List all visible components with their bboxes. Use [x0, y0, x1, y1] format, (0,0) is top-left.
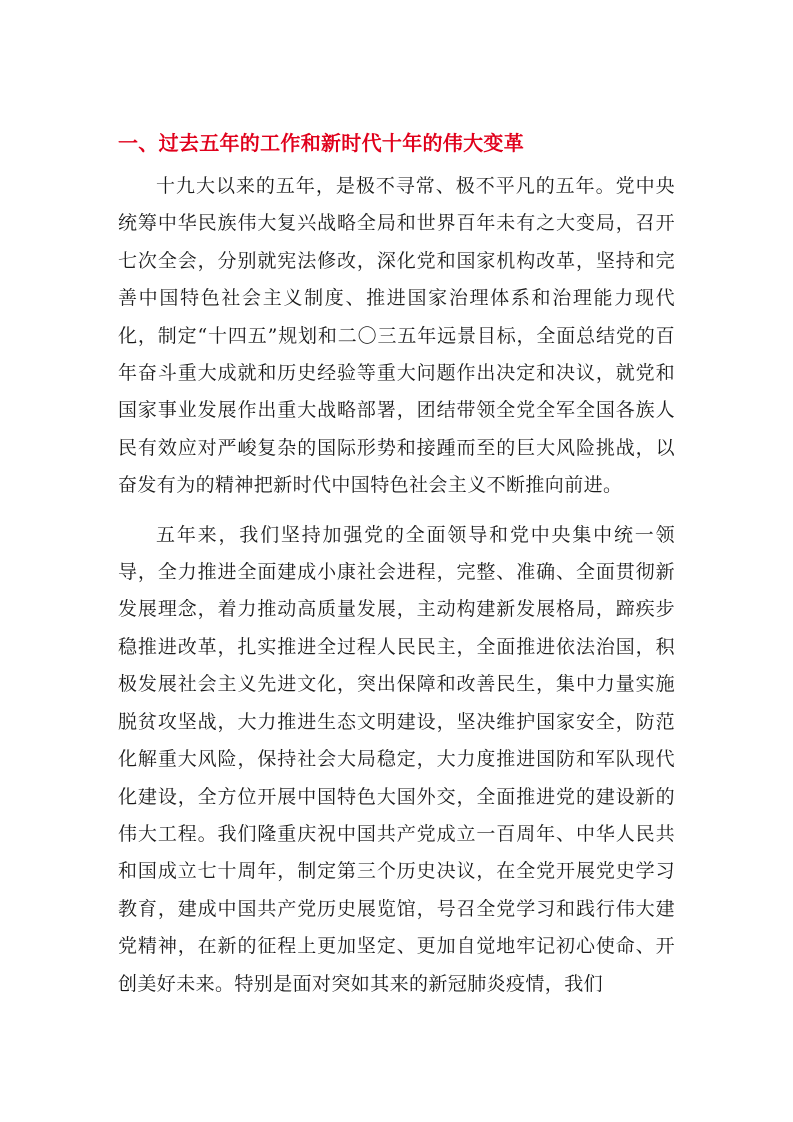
section-heading: 一、过去五年的工作和新时代十年的伟大变革	[118, 131, 524, 155]
body-paragraph-1: 十九大以来的五年，是极不寻常、极不平凡的五年。党中央统筹中华民族伟大复兴战略全局和世界百年未有之大变局，召开七次全会，分别就宪法修改，深化党和国家机构改革，坚持和完善中国特色社会主义制度、推进国家治理体系和治理能力现代化，制定“十四五”规划和二〇三五年远景目标，全面总结党的百年奋斗重大成就和历史经验等重大问题作出决定和决议，就党和国家事业发展作出重大战略部署，团结带领全党全军全国各族人民有效应对严峻复杂的国际形势和接踵而至的巨大风险挑战，以奋发有为的精神把新时代中国特色社会主义不断推向前进。	[118, 175, 675, 497]
body-paragraph-2: 五年来，我们坚持加强党的全面领导和党中央集中统一领导，全力推进全面建成小康社会进程，完整、准确、全面贯彻新发展理念，着力推动高质量发展，主动构建新发展格局，蹄疾步稳推进改革，扎实推进全过程人民民主，全面推进依法治国，积极发展社会主义先进文化，突出保障和改善民生，集中力量实施脱贫攻坚战，大力推进生态文明建设，坚决维护国家安全，防范化解重大风险，保持社会大局稳定，大力度推进国防和军队现代化建设，全方位开展中国特色大国外交，全面推进党的建设新的伟大工程。我们隆重庆祝中国共产党成立一百周年、中华人民共和国成立七十周年，制定第三个历史决议，在全党开展党史学习教育，建成中国共产党历史展览馆，号召全党学习和践行伟大建党精神，在新的征程上更加坚定、更加自觉地牢记初心使命、开创美好未来。特别是面对突如其来的新冠肺炎疫情，我们	[118, 523, 675, 995]
